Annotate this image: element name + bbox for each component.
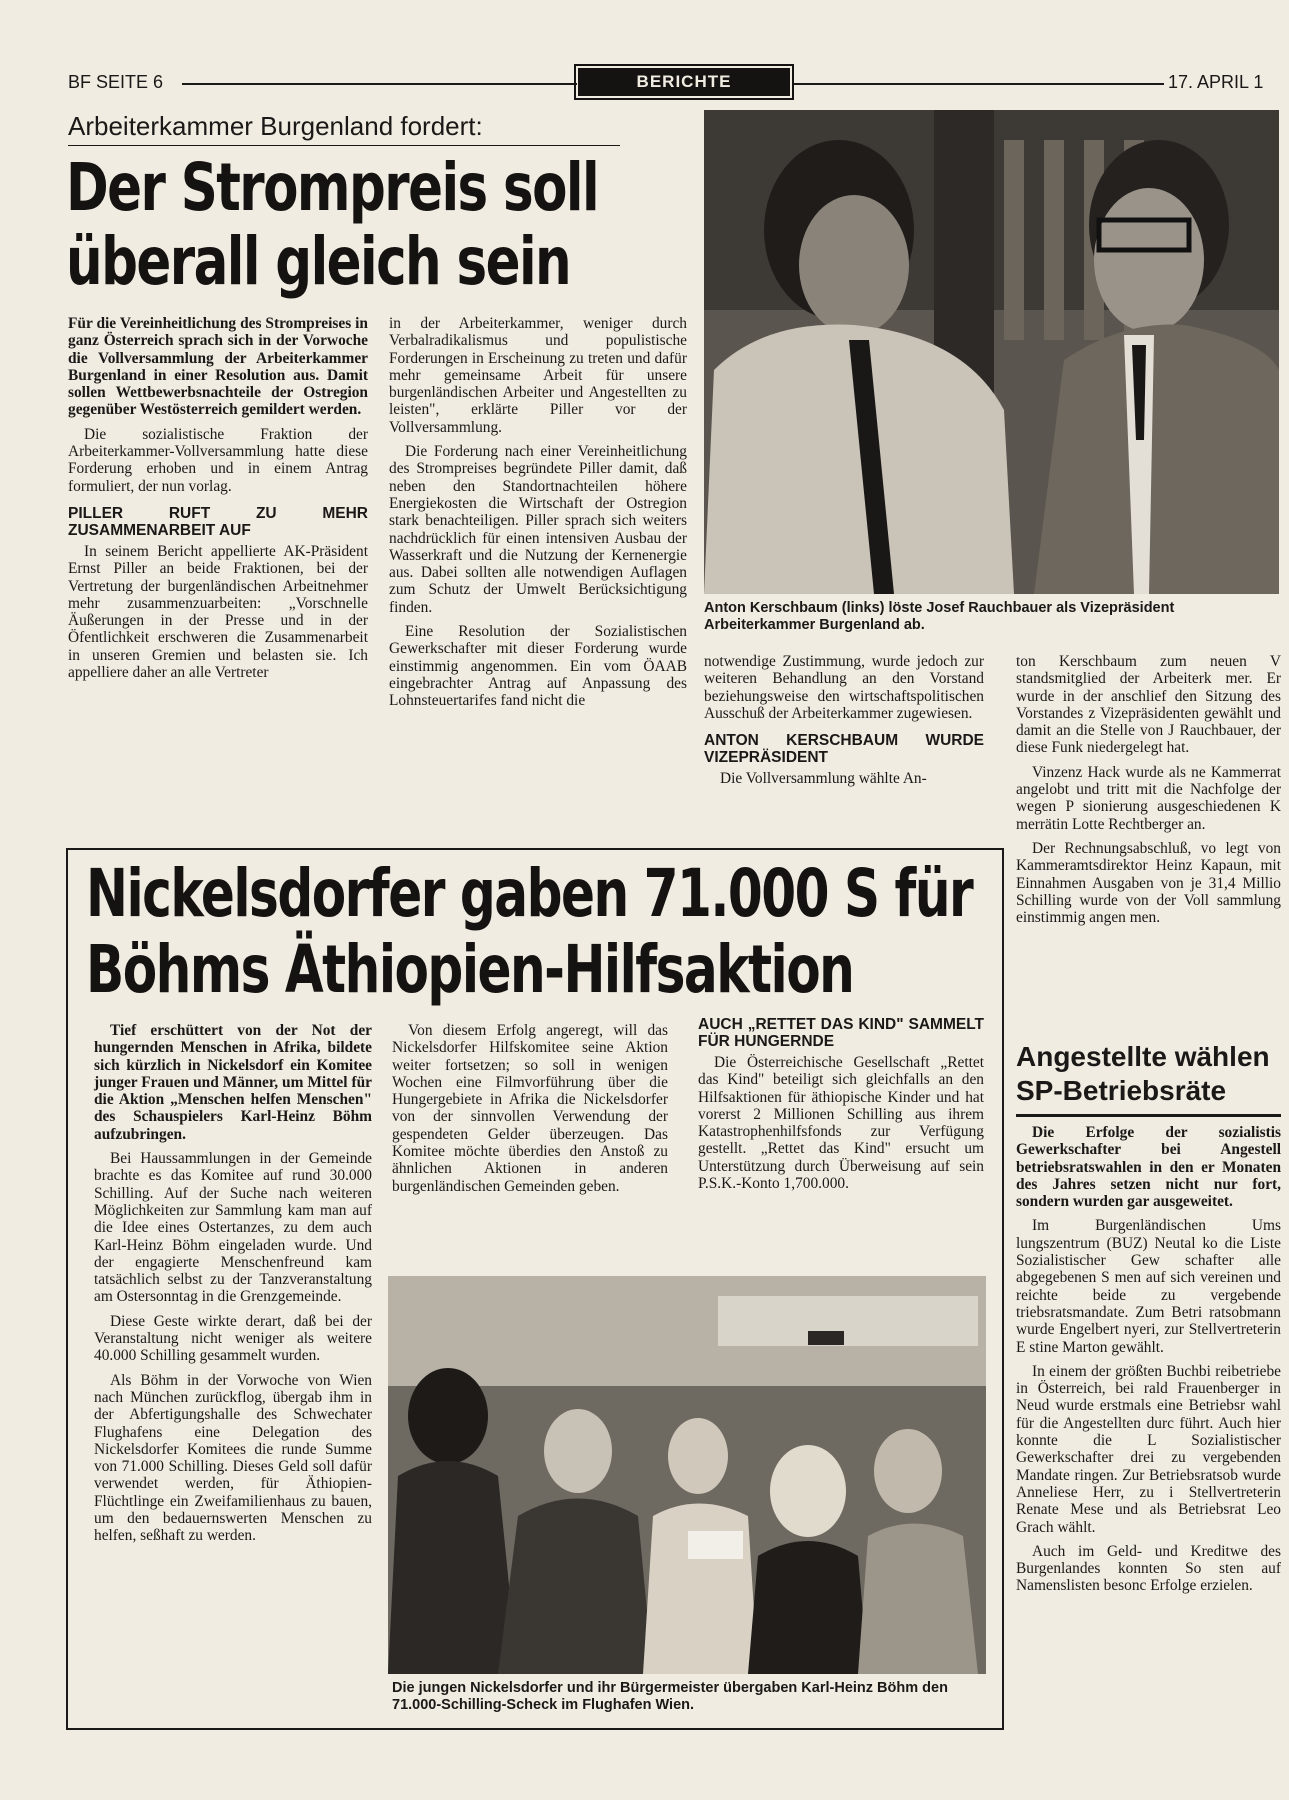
paragraph: in der Arbeiterkammer, weniger durch Verbalradikalismus und populistische Forderungen in Erscheinung zu treten und dafür mehr gemeinsame Arbeit für unsere burgenländischen Arbeiter und Angestellten zu leisten", erklärte Piller vor der Vollversammlung. [389, 315, 687, 436]
header-date: 17. APRIL 1 [1168, 72, 1264, 92]
kicker-rule [68, 145, 620, 146]
article-strompreis-headline-1: Der Strompreis soll [66, 149, 599, 226]
article-strompreis-column-3 [704, 653, 984, 794]
paragraph: In seinem Bericht appellierte AK-Präsident Ernst Piller an beide Fraktionen, bei der Vertretung der burgenländischen Arbeitnehmer mehr zusammenzuarbeiten: „Vorschnelle Äußerungen in der Presse und in der Öfentlichkeit erschweren die Zusammenarbeit in unseren Gremien und belasten sie. Ich appelliere daher an alle Vertreter [68, 542, 368, 682]
subheading: AUCH „RETTET DAS KIND" SAMMELT FÜR HUNGERNDE [698, 1016, 984, 1050]
paragraph: Diese Geste wirkte derart, daß bei der Veranstaltung nicht weniger als weitere 40.000 Schilling gesammelt wurden. [94, 1312, 372, 1365]
article-nickelsdorf-column-2 [392, 1022, 668, 1202]
paragraph: ton Kerschbaum zum neuen V standsmitglied der Arbeiterk mer. Er wurde in der anschlief den Sitzung des Vorstandes z Vizepräsidenten gewählt und damit an die Stelle von J Rauchbauer, der diese Funk niedergelegt hat. [1016, 653, 1281, 757]
header-page-number: BF SEITE 6 [68, 72, 164, 92]
paragraph: Die Vollversammlung wählte An- [720, 770, 927, 788]
photo-nickelsdorf-delegation [388, 1276, 986, 1674]
paragraph: Die Österreichische Gesellschaft „Rettet das Kind" beteiligt sich gleichfalls an den Hilfsaktionen für äthiopische Kinder und hat vorerst 2 Millionen Schilling aus ihrem Katastrophenhilfsfonds zur Verfügung gestellt. „Rettet das Kind" ersucht um Unterstützung durch Überweisung auf sein P.S.K.-Konto 1,700.000. [698, 1054, 984, 1193]
article-nickelsdorf-lead: Tief erschüttert von der Not der hungernden Menschen in Afrika, bildete sich kürzlich in Nickelsdorf ein Komitee junger Frauen und Männer, um Mittel für die Aktion „Menschen helfen Menschen" des Schauspielers Karl-Heinz Böhm aufzubringen. [94, 1022, 372, 1143]
paragraph: Der Rechnungsabschluß, vo legt von Kammeramtsdirektor Heinz Kapaun, mit Einnahmen Ausgaben von je 31,4 Millio Schilling wurde von der Voll sammlung einstimmig angen men. [1016, 839, 1281, 927]
article-strompreis-headline-2: überall gleich sein [66, 223, 571, 300]
paragraph: In einem der größten Buchbi reibetriebe in Österreich, bei rald Frauenberger in Neud wurde erstmals eine Betriebsr wahl für die Angestellten durc führt. Auch hier konnte die L Sozialistischer Gewerkschafter drei zu vergebenden Mandate ringen. Zur Betriebsratsob wurde Anneliese Herr, zu i Stellvertreterin Renate Mese und als Betriebsrat Leo Grach wählt. [1016, 1362, 1281, 1536]
paragraph: Von diesem Erfolg angeregt, will das Nickelsdorfer Hilfskomitee seine Aktion weiter fortsetzen; so soll in wenigen Wochen eine Filmvorführung über die Hungergebiete in Afrika die Nickelsdorfer von der sinnvollen Verwendung der gespendeten Gelder überzeugen. Das Komitee möchte überdies den Anstoß zu ähnlichen Aktionen in anderen burgenländischen Gemeinden geben. [392, 1022, 668, 1195]
photo-illustration [388, 1276, 986, 1674]
headline-rule [1016, 1114, 1281, 1117]
photo-illustration [704, 110, 1279, 594]
paragraph: Vinzenz Hack wurde als ne Kammerrat angelobt und tritt mit die Nachfolge der wegen P sionierung ausgeschiedenen K merrätin Lotte Rechtberger an. [1016, 763, 1281, 833]
article-angestellte-lead: Die Erfolge der sozialistis Gewerkschafter bei Angestell betriebsratswahlen in den er Monaten des Jahres setzen nicht nur fort, sondern wurden gar ausgeweitet. [1016, 1124, 1281, 1211]
article-strompreis-column-1 [68, 315, 368, 688]
page-header [0, 0, 1289, 100]
subheading: ANTON KERSCHBAUM WURDE VIZEPRÄSIDENT [704, 732, 984, 767]
subheading: PILLER RUFT ZU MEHR ZUSAMMENARBEIT AUF [68, 504, 368, 539]
section-label [578, 68, 790, 96]
paragraph: Auch im Geld- und Kreditwe des Burgenlandes konnten So sten auf Namenslisten besonc Erfolge erzielen. [1016, 1542, 1281, 1595]
article-strompreis-column-4 [1016, 653, 1281, 933]
photo-kerschbaum-rauchbauer [704, 110, 1279, 594]
article-strompreis-lead: Für die Vereinheitlichung des Strompreises in ganz Österreich sprach sich in der Vorwoche die Vollversammlung der Arbeiterkammer Burgenland in einer Resolution aus. Damit sollen Wettbewerbsnachteile der Ostregion gegenüber Westösterreich gemildert werden. [68, 315, 368, 419]
header-rule-right [794, 83, 1164, 85]
photo-nickelsdorf-caption: Die jungen Nickelsdorfer und ihr Bürgermeister übergaben Karl-Heinz Böhm den 71.000-Schilling-Scheck im Flughafen Wien. [392, 1680, 948, 1713]
paragraph: notwendige Zustimmung, wurde jedoch zur weiteren Behandlung an den Vorstand beziehungsweise den wirtschaftspolitischen Ausschuß der Arbeiterkammer zugewiesen. [704, 653, 984, 722]
article-nickelsdorf-headline-1: Nickelsdorfer gaben 71.000 S für [86, 855, 973, 932]
article-angestellte-headline-1: Angestellte wählen [1016, 1041, 1270, 1072]
paragraph: Als Böhm in der Vorwoche von Wien nach München zurückflog, übergab ihm in der Abfertigungshalle des Schwechater Flughafens eine Delegation des Nickelsdorfer Komitees die runde Summe von 71.000 Schilling. Dieses Geld soll dafür verwendet werden, für Äthiopien-Flüchtlinge ein Zweifamilienhaus zu bauen, um den bedauernswerten Menschen zu helfen, seßhaft zu werden. [94, 1371, 372, 1545]
article-nickelsdorf-column-1 [94, 1022, 372, 1552]
paragraph: Die sozialistische Fraktion der Arbeiterkammer-Vollversammlung hatte diese Forderung erhoben und in einem Antrag formuliert, der nun vorlag. [68, 425, 368, 495]
paragraph: Bei Haussammlungen in der Gemeinde brachte es das Komitee auf rund 30.000 Schilling. Auf der Suche nach weiteren Möglichkeiten zur Sammlung kam man auf die Idee eines Ostertanzes, zu dem auch Karl-Heinz Böhm eingeladen wurde. Und der engagierte Menschenfreund kam tatsächlich selbst zu der Tanzveranstaltung am Ostersonntag in die Grenzgemeinde. [94, 1150, 372, 1306]
paragraph: Im Burgenländischen Ums lungszentrum (BUZ) Neutal ko die Liste Sozialistischer Gew schafter alle abgegebenen S men auf sich vereinen und reichte beide zu vergebende triebsratsmandate. Zum Betri ratsobmann wurde Engelbert nyeri, zur Stellvertreterin E stine Marton gewählt. [1016, 1217, 1281, 1356]
article-angestellte-body [1016, 1124, 1281, 1602]
paragraph: Eine Resolution der Sozialistischen Gewerkschafter mit dieser Forderung wurde einstimmig angenommen. Ein vom ÖAAB eingebrachter Antrag auf Anpassung des Lohnsteuertarifes fand nicht die [389, 623, 687, 710]
paragraph: Die Forderung nach einer Vereinheitlichung des Strompreises begründete Piller damit, daß neben den Standortnachteilen höhere Energiekosten die Wirtschaft der Ostregion stark benachteiligen. Piller sprach sich weiters nachdrücklich für einen intensiven Ausbau der Wasserkraft und die Nutzung der Kernenergie aus. Dabei sollten alle notwendigen Auflagen zum Schutz der Umwelt Berücksichtigung finden. [389, 443, 687, 616]
article-strompreis-column-2 [389, 315, 687, 717]
article-nickelsdorf-headline-2: Böhms Äthiopien-Hilfsaktion [86, 931, 854, 1008]
article-nickelsdorf-column-3 [698, 1016, 984, 1199]
article-angestellte-headline-2: SP-Betriebsräte [1016, 1075, 1227, 1106]
section-label-text: BERICHTE [636, 72, 732, 91]
article-strompreis-kicker: Arbeiterkammer Burgenland fordert: [68, 111, 483, 141]
photo-kerschbaum-caption: Anton Kerschbaum (links) löste Josef Rauchbauer als Vizepräsident Arbeiterkammer Burgenland ab. [704, 600, 1175, 633]
article-angestellte [1016, 1030, 1281, 1790]
header-rule-left [182, 83, 577, 85]
